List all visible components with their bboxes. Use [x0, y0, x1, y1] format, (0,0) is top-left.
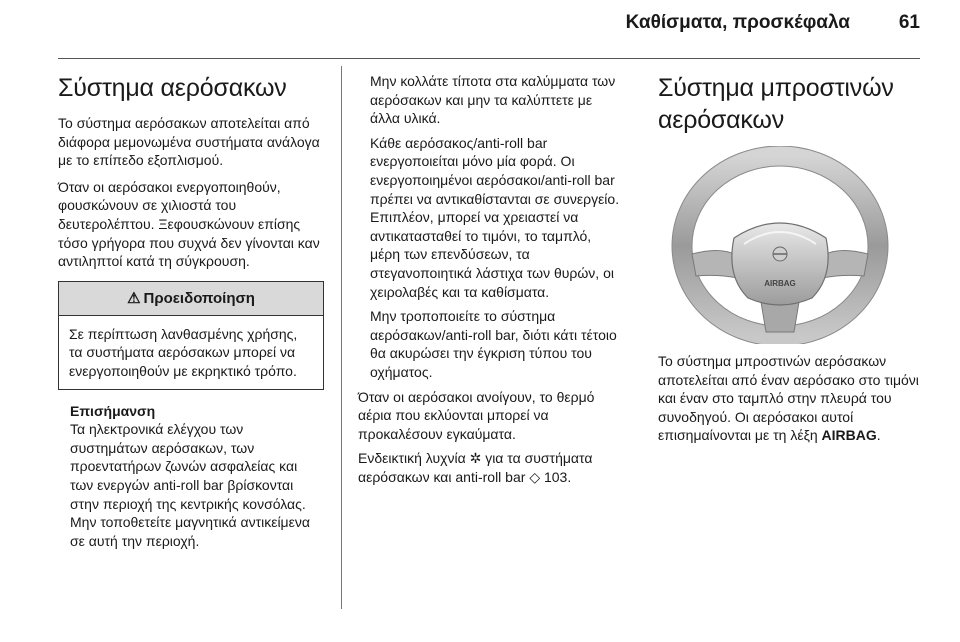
warning-title: Προειδοποίηση	[143, 289, 255, 307]
note-text: Τα ηλεκτρονικά ελέγχου των συστημάτων αερόσακων, των προεντατήρων ζωνών ασφαλείας και των ενεργών anti-roll bar βρίσκονται στην περιοχή της κεντρικής κονσόλας. Μην τοποθετείτε μαγνητικά αντικείμενα σε αυτή την περιοχή.	[70, 421, 310, 549]
warning-body	[59, 316, 323, 389]
indicator-text-before: Ενδεικτική λυχνία	[358, 450, 470, 467]
column-divider	[341, 66, 342, 609]
warning-triangle-icon: ⚠	[127, 290, 141, 308]
warning-text: Σε περίπτωση λανθασμένης χρήσης, τα συστήματα αερόσακων μπορεί να ενεργοποιηθούν με εκρηκτικό τρόπο.	[69, 325, 298, 379]
airbag-label: AIRBAG	[764, 279, 796, 288]
airbag-cover	[732, 223, 828, 305]
left-column	[58, 72, 324, 558]
header-rule	[58, 58, 920, 59]
section-heading-front-airbags: Σύστημα μπροστινών αερόσακων	[658, 74, 894, 134]
cover-paragraph: Μην κολλάτε τίποτα στα καλύμματα των αερόσακων και μην τα καλύπτετε με άλλα υλικά.	[370, 73, 616, 127]
middle-column	[358, 72, 624, 492]
intro-paragraph: Το σύστημα αερόσακων αποτελείται από διάφορα μεμονωμένα συστήματα ανάλογα με το επίπεδο εξοπλισμού.	[58, 115, 320, 169]
indicator-paragraph	[358, 449, 624, 486]
deploy-paragraph: Όταν οι αερόσακοι ανοίγουν, το θερμό αέρια που εκλύονται μπορεί να προκαλέσουν εγκαύματα.	[358, 388, 595, 442]
wheel-spoke-right	[822, 250, 868, 278]
section-heading-airbag-system: Σύστημα αερόσακων	[58, 74, 287, 102]
single-use-paragraph: Κάθε αερόσακος/anti-roll bar ενεργοποιείται μόνο μία φορά. Οι ενεργοποιημένοι αερόσακοι/anti-roll bar πρέπει να αντικαθίστανται σε συνεργείο. Επιπλέον, μπορεί να χρειαστεί να αντικατασταθεί το τιμόνι, το ταμπλό, μέρη των επενδύσεων, τα στεγανοποιητικά λάστιχα των θυρών, οι χειρολαβές και τα καθίσματα.	[370, 134, 620, 300]
warning-box	[58, 281, 324, 390]
modification-paragraph: Μην τροποποιείτε το σύστημα αερόσακων/anti-roll bar, διότι κάτι τέτοιο θα ακυρώσει την έγκριση τύπου του οχήματος.	[370, 308, 617, 380]
airbag-indicator-icon: ✲	[469, 450, 482, 467]
inflation-paragraph: Όταν οι αερόσακοι ενεργοποιηθούν, φουσκώνουν σε χιλιοστά του δευτερολέπτου. Ξεφουσκώνουν επίσης τόσο γρήγορα που συχνά δεν γίνονται καν αντιληπτοί κατά τη σύγκρουση.	[58, 178, 320, 270]
front-airbag-text: Το σύστημα μπροστινών αερόσακων αποτελείται από έναν αερόσακο στο τιμόνι και έναν στο ταμπλό στην πλευρά του συνοδηγού. Οι αερόσακοι αυτοί επισημαίνονται με τη λέξη	[658, 353, 919, 444]
airbag-word: AIRBAG	[821, 427, 877, 444]
steering-wheel-illustration	[662, 146, 892, 344]
header-title: Καθίσματα, προσκέφαλα	[625, 12, 850, 33]
right-column	[658, 72, 920, 453]
page-reference: 103.	[543, 468, 572, 485]
page-number: 61	[898, 12, 920, 33]
note-title: Επισήμανση	[70, 402, 156, 419]
page-reference-icon: ◇	[529, 468, 541, 485]
wheel-spoke-left	[692, 250, 738, 278]
front-airbag-text-end: .	[876, 427, 881, 444]
indicator-text-after: για τα συστήματα αερόσακων και anti-roll bar	[358, 450, 593, 485]
front-airbag-paragraph	[658, 352, 920, 445]
warning-header	[59, 282, 323, 316]
